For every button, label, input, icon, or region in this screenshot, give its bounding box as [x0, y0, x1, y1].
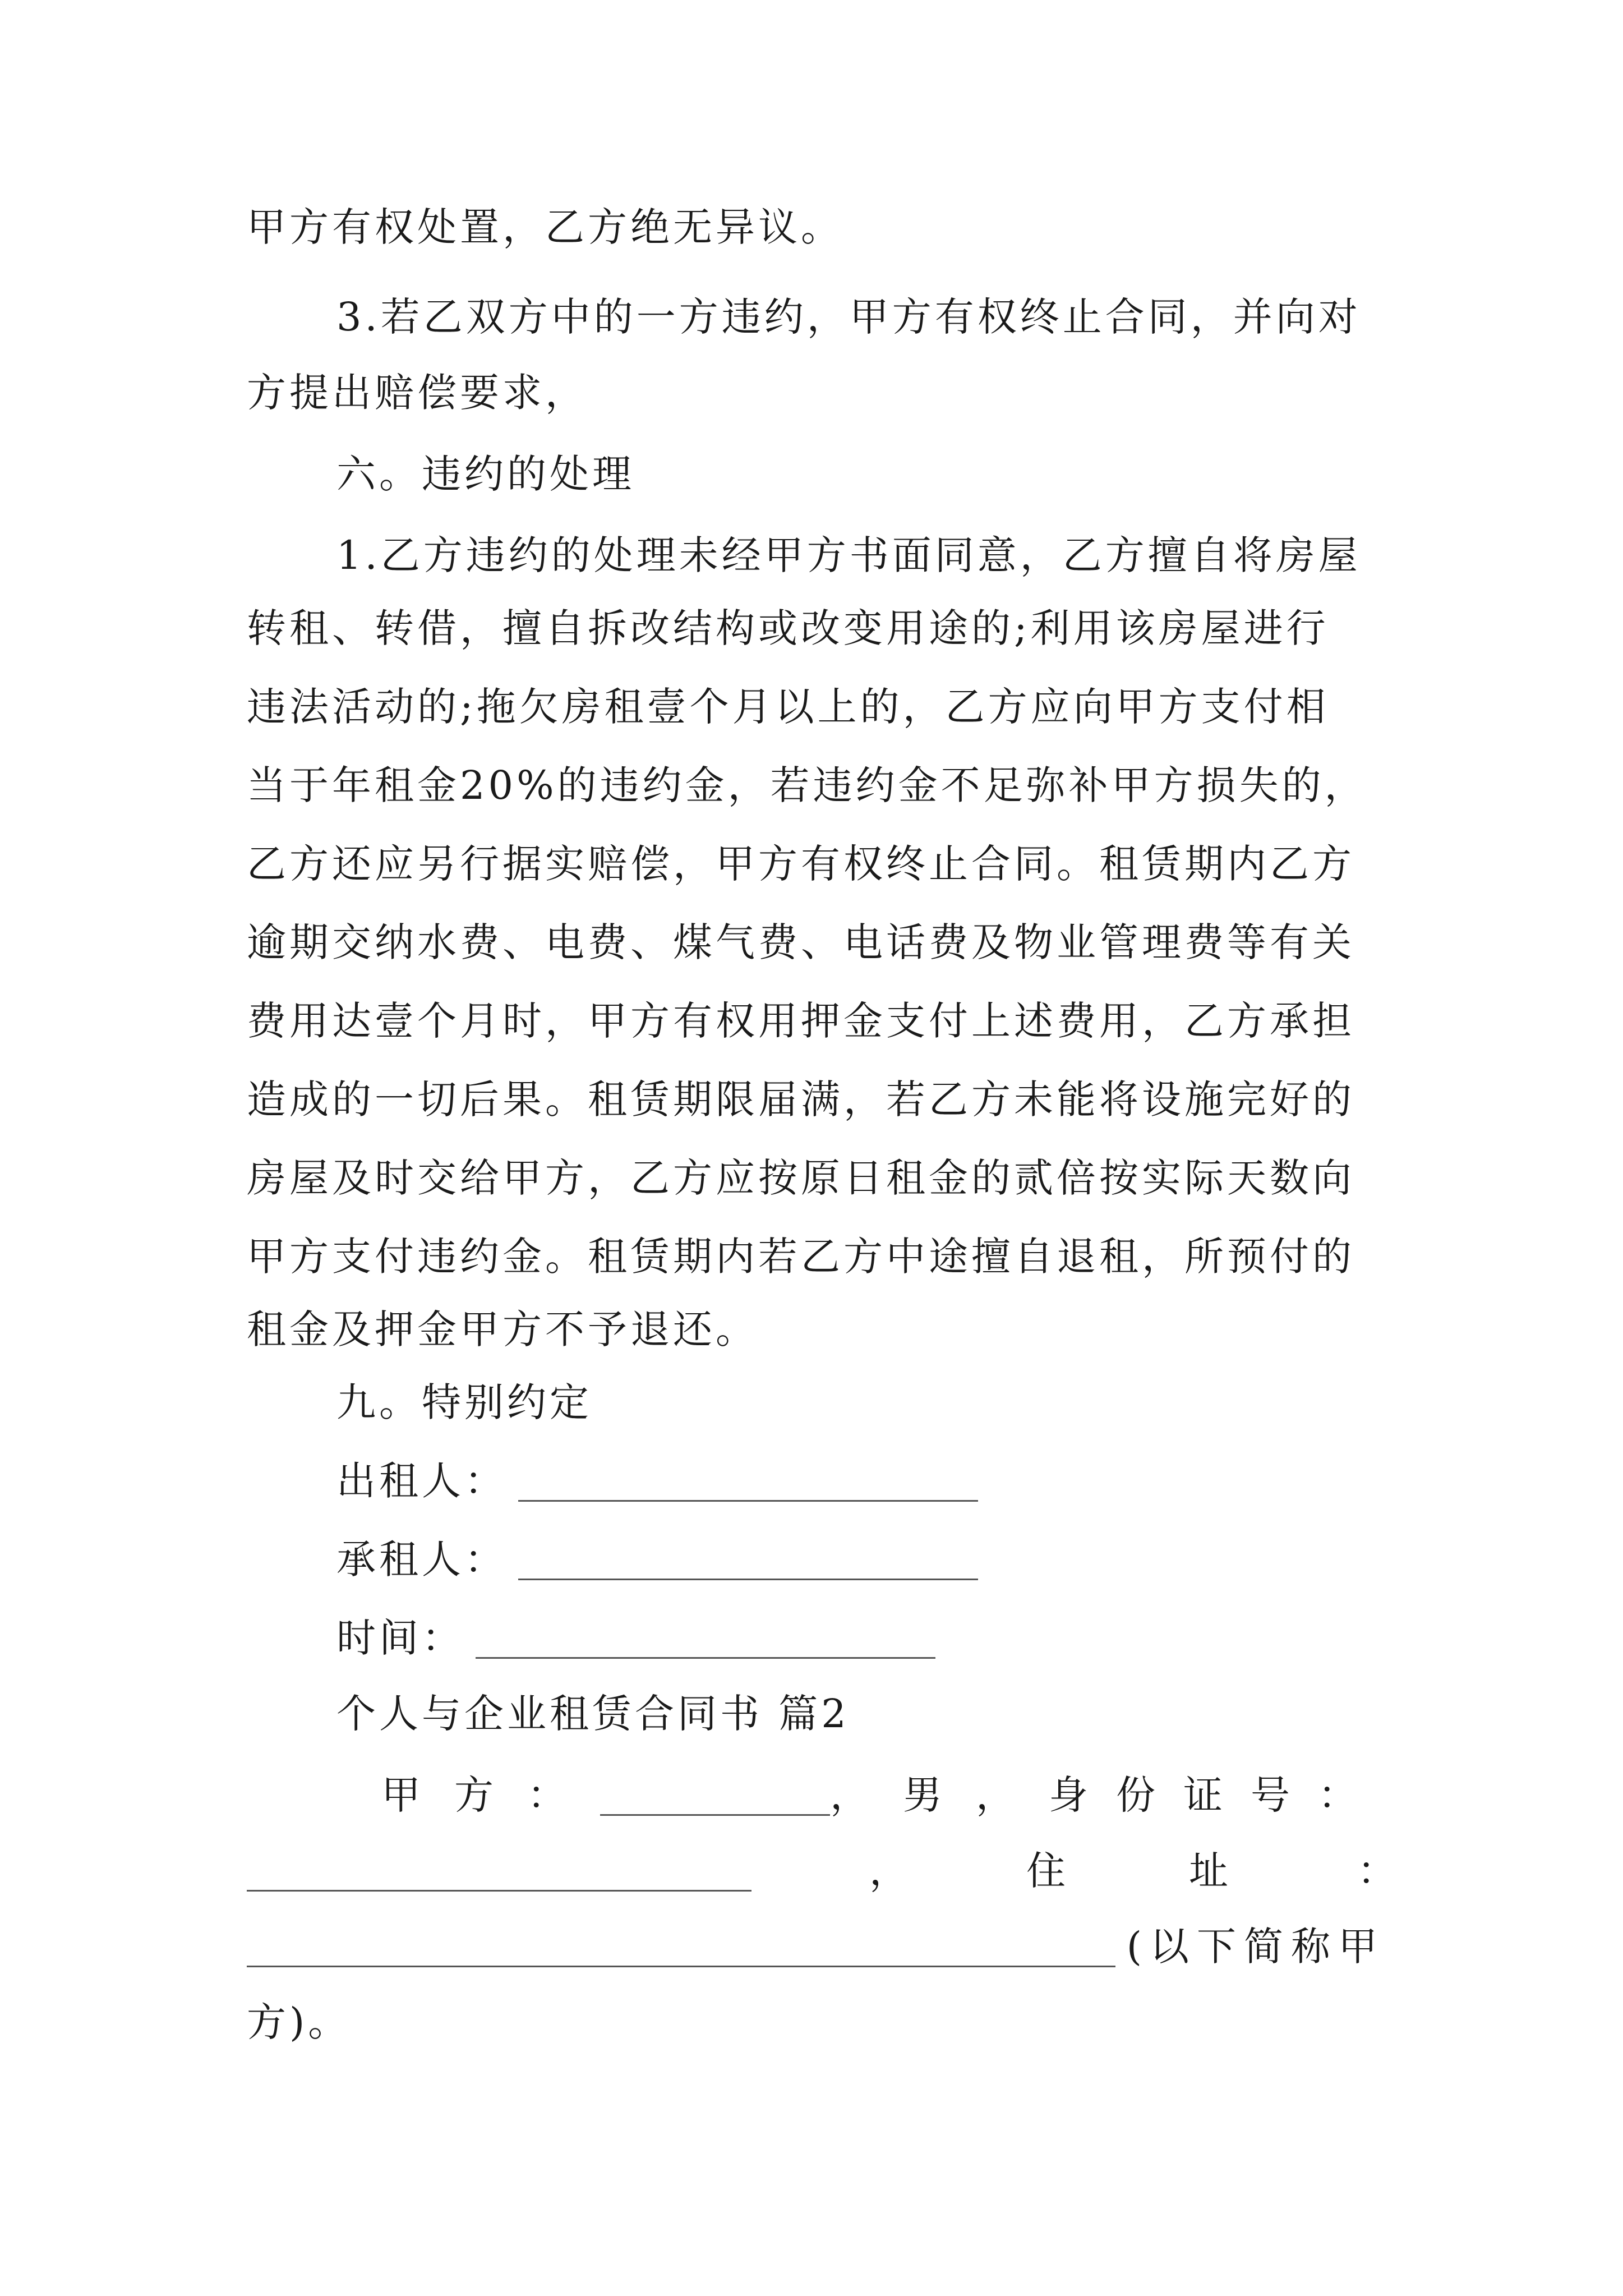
- lessor-label: 出租人：: [336, 1458, 507, 1504]
- paragraph-line: 方提出赔偿要求，: [247, 370, 588, 416]
- colon: ：: [1357, 1848, 1400, 1894]
- party-a-line: [381, 1756, 1385, 1834]
- address-label-char-1: 住: [1026, 1848, 1069, 1894]
- section-heading: 九。特别约定: [336, 1379, 592, 1425]
- paragraph-line: 造成的一切后果。租赁期限届满，若乙方未能将设施完好的: [247, 1076, 1355, 1122]
- lessor-field: [336, 1442, 978, 1520]
- lessee-blank[interactable]: [518, 1539, 978, 1580]
- section-heading: 六。违约的处理: [336, 451, 635, 497]
- paragraph-line: 租金及押金甲方不予退还。: [247, 1306, 758, 1352]
- lessee-field: [336, 1520, 978, 1599]
- id-address-line: [247, 1832, 1400, 1910]
- paragraph-line: 甲方支付违约金。租赁期内若乙方中途擅自退租，所预付的: [247, 1234, 1355, 1280]
- address-label-char-2: 址: [1189, 1848, 1232, 1894]
- party-a-id-label: 身份证号：: [1049, 1772, 1385, 1818]
- section-title: 个人与企业租赁合同书 篇2: [336, 1691, 850, 1737]
- paragraph-line: 房屋及时交给甲方，乙方应按原日租金的贰倍按实际天数向: [247, 1155, 1355, 1201]
- paragraph-line: 违法活动的;拖欠房租壹个月以上的，乙方应向甲方支付相: [247, 684, 1329, 730]
- paragraph-line: 费用达壹个月时，甲方有权用押金支付上述费用，乙方承担: [247, 998, 1355, 1044]
- paragraph-line: 逾期交纳水费、电费、煤气费、电话费及物业管理费等有关: [247, 919, 1355, 965]
- id-number-blank[interactable]: [247, 1851, 751, 1892]
- time-label: 时间：: [336, 1615, 464, 1661]
- paragraph-line: 甲方有权处置，乙方绝无异议。: [247, 204, 843, 250]
- party-a-gender: ，男，: [830, 1772, 1049, 1818]
- party-a-label: 甲方：: [381, 1772, 600, 1818]
- lessor-blank[interactable]: [518, 1461, 978, 1502]
- paragraph-line: 转租、转借，擅自拆改结构或改变用途的;利用该房屋进行: [247, 605, 1329, 651]
- paragraph-line: 1.乙方违约的处理未经甲方书面同意，乙方擅自将房屋: [336, 532, 1361, 578]
- time-field: [336, 1599, 935, 1677]
- comma: ，: [869, 1848, 912, 1894]
- paragraph-line: 3.若乙双方中的一方违约，甲方有权终止合同，并向对: [336, 294, 1361, 340]
- lessee-label: 承租人：: [336, 1536, 507, 1582]
- paragraph-line: 乙方还应另行据实赔偿，甲方有权终止合同。租赁期内乙方: [247, 841, 1355, 887]
- abbrev-suffix: (以下简称甲: [1126, 1924, 1385, 1970]
- time-blank[interactable]: [476, 1618, 935, 1659]
- party-a-name-blank[interactable]: [600, 1775, 830, 1816]
- paragraph-line: 方)。: [247, 1999, 351, 2045]
- paragraph-line: 当于年租金20%的违约金，若违约金不足弥补甲方损失的，: [247, 762, 1367, 808]
- address-blank[interactable]: [247, 1926, 1115, 1967]
- address-line: [247, 1907, 1385, 1986]
